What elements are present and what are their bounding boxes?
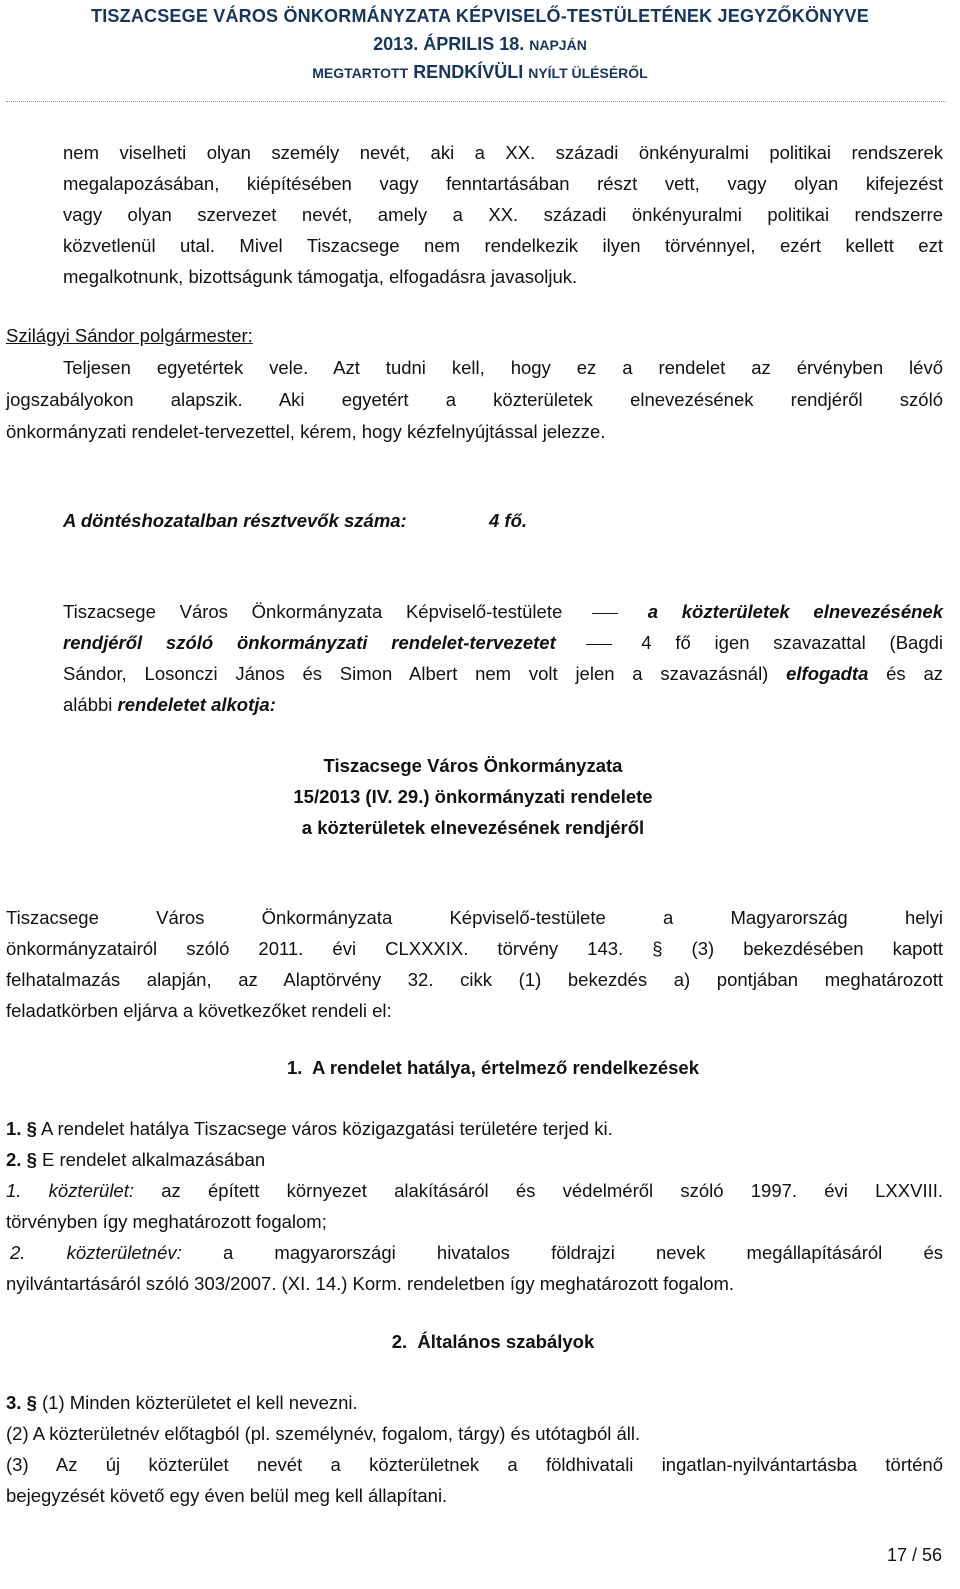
section-heading: 1. A rendelet hatálya, értelmező rendelkezések xyxy=(287,1057,699,1078)
header-title: TISZACSEGE VÁROS ÖNKORMÁNYZATA KÉPVISELŐ-TESTÜLETÉNEK JEGYZŐKÖNYVE xyxy=(91,6,869,26)
definition-1: 1. közterület: az épített környezet alakításáról és védelméről szóló 1997. évi LXXVIII. xyxy=(6,1180,944,1201)
preamble-line: önkormányzatairól szóló 2011. évi CLXXXIX. törvény 143. § (3) bekezdésében kapott xyxy=(6,938,943,959)
dash xyxy=(592,613,618,614)
preamble-line: felhatalmazás alapján, az Alaptörvény 32. cikk (1) bekezdés a) pontjában meghatározott xyxy=(6,969,943,990)
definition-2-cont: nyilvántartásáról szóló 303/2007. (XI. 14.) Korm. rendeletben így meghatározott fogalom. xyxy=(6,1273,735,1294)
definition-2: 2. közterületnév: a magyarországi hivatalos földrajzi nevek megállapításáról és xyxy=(10,1242,943,1263)
intro-line: megalkotnunk, bizottságunk támogatja, elfogadásra javasoljuk. xyxy=(63,266,578,287)
decision-line: rendjéről szóló önkormányzati rendelet-tervezetet 4 fő igen szavazattal (Bagdi xyxy=(63,632,944,653)
header-divider xyxy=(6,101,946,102)
paragraph-3-3: (3) Az új közterület nevét a közterületnek a földhivatali ingatlan-nyilvántartásba történő xyxy=(6,1454,943,1475)
vote-label: A döntéshozatalban résztvevők száma: xyxy=(63,510,407,531)
paragraph-1: 1. § A rendelet hatálya Tiszacsege város közigazgatási területére terjed ki. xyxy=(6,1118,613,1139)
speaker-line: jogszabályokon alapszik. Aki egyetért a közterületek elnevezésének rendjéről szóló xyxy=(6,389,943,410)
decision-line: Sándor, Losonczi János és Simon Albert nem volt jelen a szavazásnál) elfogadta és az xyxy=(63,663,943,684)
ordinance-title: Tiszacsege Város Önkormányzata xyxy=(323,755,623,776)
decision-line: Tiszacsege Város Önkormányzata Képviselő-testülete a közterületek elnevezésének xyxy=(63,601,944,622)
intro-line: megalapozásában, kiépítésében vagy fenntartásában részt vett, vagy olyan kifejezést xyxy=(63,173,943,194)
paragraph-2: 2. § E rendelet alkalmazásában xyxy=(6,1149,266,1170)
ordinance-subject: a közterületek elnevezésének rendjéről xyxy=(301,817,645,838)
intro-line: vagy olyan szervezet nevét, amely a XX. századi önkényuralmi politikai rendszerre xyxy=(63,204,943,225)
dash xyxy=(586,644,612,645)
header-date: 2013. ÁPRILIS 18. NAPJÁN xyxy=(373,34,587,54)
page-number: 17 / 56 xyxy=(886,1545,942,1565)
section-heading: 2. Általános szabályok xyxy=(391,1331,595,1352)
ordinance-number: 15/2013 (IV. 29.) önkormányzati rendelete xyxy=(293,786,653,807)
speaker-line: önkormányzati rendelet-tervezettel, kérem, hogy kézfelnyújtással jelezze. xyxy=(6,421,606,442)
paragraph-3-3-cont: bejegyzését követő egy éven belül meg kell állapítani. xyxy=(6,1485,448,1506)
decision-line: alábbi rendeletet alkotja: xyxy=(63,694,276,715)
definition-1-cont: törvényben így meghatározott fogalom; xyxy=(6,1211,327,1232)
speaker-line: Teljesen egyetértek vele. Azt tudni kell, hogy ez a rendelet az érvényben lévő xyxy=(63,357,943,378)
vote-value: 4 fő. xyxy=(489,510,528,531)
preamble-line: Tiszacsege Város Önkormányzata Képviselő-testülete a Magyarország helyi xyxy=(6,907,943,928)
intro-line: nem viselheti olyan személy nevét, aki a XX. századi önkényuralmi politikai rendszerek xyxy=(63,142,943,163)
paragraph-3-2: (2) A közterületnév előtagból (pl. személynév, fogalom, tárgy) és utótagból áll. xyxy=(6,1423,641,1444)
preamble-line: feladatkörben eljárva a következőket rendeli el: xyxy=(6,1000,392,1021)
header-session: MEGTARTOTT RENDKÍVÜLI NYÍLT ÜLÉSÉRŐL xyxy=(312,62,648,82)
intro-line: közvetlenül utal. Mivel Tiszacsege nem rendelkezik ilyen törvénnyel, ezért kellett ezt xyxy=(63,235,943,256)
speaker-name: Szilágyi Sándor polgármester: xyxy=(6,325,253,346)
paragraph-3: 3. § (1) Minden közterületet el kell nevezni. xyxy=(6,1392,358,1413)
